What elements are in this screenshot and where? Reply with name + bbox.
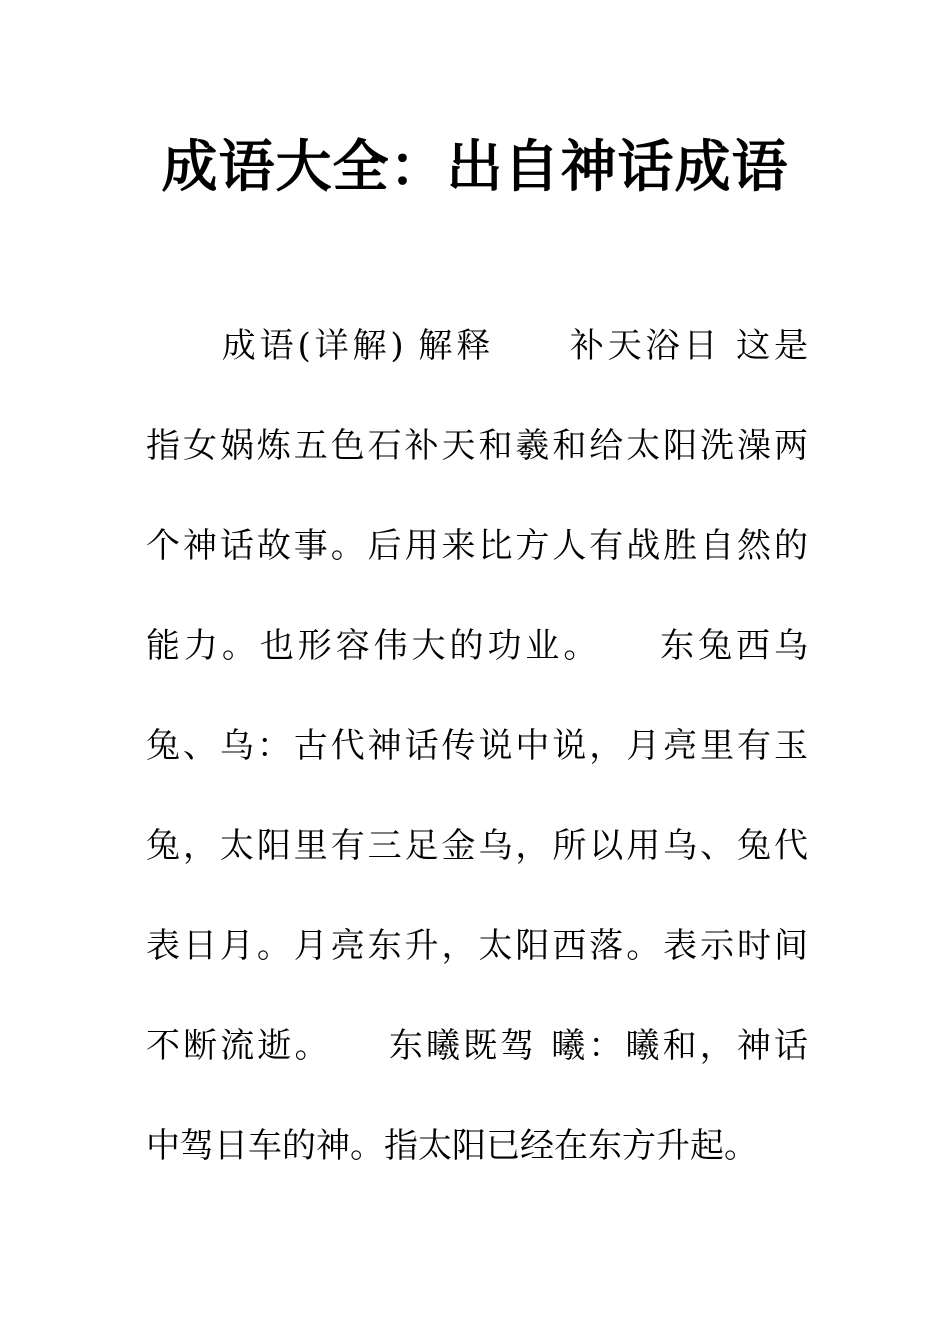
- document-body: [146, 296, 808, 1196]
- body-line: 中驾日车的神。指太阳已经在东方升起。: [146, 1126, 758, 1166]
- body-line: 成语(详解) 解释 补天浴日 这是: [146, 326, 808, 366]
- body-line: 指女娲炼五色石补天和羲和给太阳洗澡两: [146, 426, 808, 466]
- body-line: 兔、乌：古代神话传说中说，月亮里有玉: [146, 726, 808, 766]
- body-line: 不断流逝。 东曦既驾 曦：曦和，神话: [146, 1026, 808, 1066]
- body-line: 个神话故事。后用来比方人有战胜自然的: [146, 526, 808, 566]
- body-line: 兔，太阳里有三足金乌，所以用乌、兔代: [146, 826, 808, 866]
- body-line: 表日月。月亮东升，太阳西落。表示时间: [146, 926, 808, 966]
- document-title: 成语大全：出自神话成语: [161, 135, 789, 200]
- body-line: 能力。也形容伟大的功业。 东兔西乌: [146, 626, 808, 666]
